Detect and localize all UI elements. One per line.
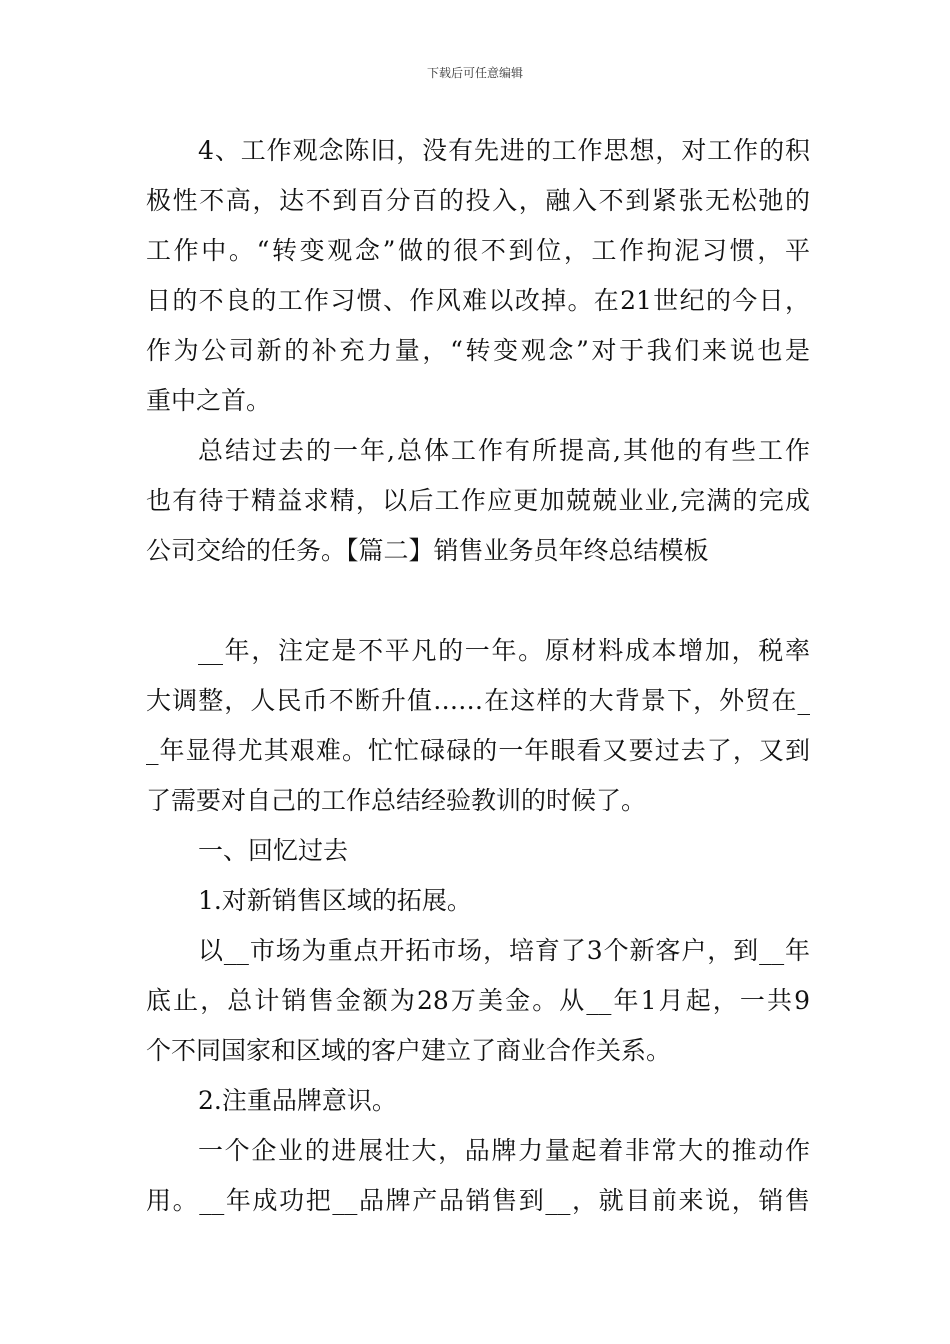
text-line: 大调整，人民币不断升值……在这样的大背景下，外贸在_ [146, 686, 810, 715]
section-heading: 一、回忆过去 [198, 836, 349, 865]
text-line: 4、工作观念陈旧，没有先进的工作思想，对工作的积 [198, 136, 810, 165]
document-body [146, 126, 810, 1226]
subsection-heading: 2.注重品牌意识。 [198, 1086, 397, 1115]
text-line: 总结过去的一年,总体工作有所提高,其他的有些工作 [198, 436, 810, 465]
text-line: 公司交给的任务。【篇二】销售业务员年终总结模板 [146, 536, 709, 565]
text-line: _年显得尤其艰难。忙忙碌碌的一年眼看又要过去了，又到 [146, 736, 810, 765]
subsection-heading: 1.对新销售区域的拓展。 [198, 886, 472, 915]
text-line: 极性不高，达不到百分百的投入，融入不到紧张无松弛的 [146, 186, 810, 215]
text-line: 一个企业的进展壮大，品牌力量起着非常大的推动作 [198, 1136, 810, 1165]
page-header-note: 下载后可任意编辑 [426, 66, 523, 80]
paragraph-spacer [146, 576, 810, 626]
text-line: 用。__年成功把__品牌产品销售到__，就目前来说，销售 [146, 1186, 810, 1215]
text-line: __年，注定是不平凡的一年。原材料成本增加，税率 [198, 636, 810, 665]
text-line: 也有待于精益求精，以后工作应更加兢兢业业,完满的完成 [146, 486, 810, 515]
text-line: 重中之首。 [146, 386, 272, 415]
text-line: 作为公司新的补充力量，“转变观念”对于我们来说也是 [146, 336, 810, 365]
text-line: 日的不良的工作习惯、作风难以改掉。在21世纪的今日， [146, 286, 810, 315]
text-line: 了需要对自己的工作总结经验教训的时候了。 [146, 786, 647, 815]
text-line: 底止，总计销售金额为28万美金。从__年1月起，一共9 [146, 986, 810, 1015]
text-line: 个不同国家和区域的客户建立了商业合作关系。 [146, 1036, 672, 1065]
text-line: 以__市场为重点开拓市场，培育了3个新客户，到__年 [198, 936, 810, 965]
text-line: 工作中。“转变观念”做的很不到位，工作拘泥习惯，平 [146, 236, 810, 265]
